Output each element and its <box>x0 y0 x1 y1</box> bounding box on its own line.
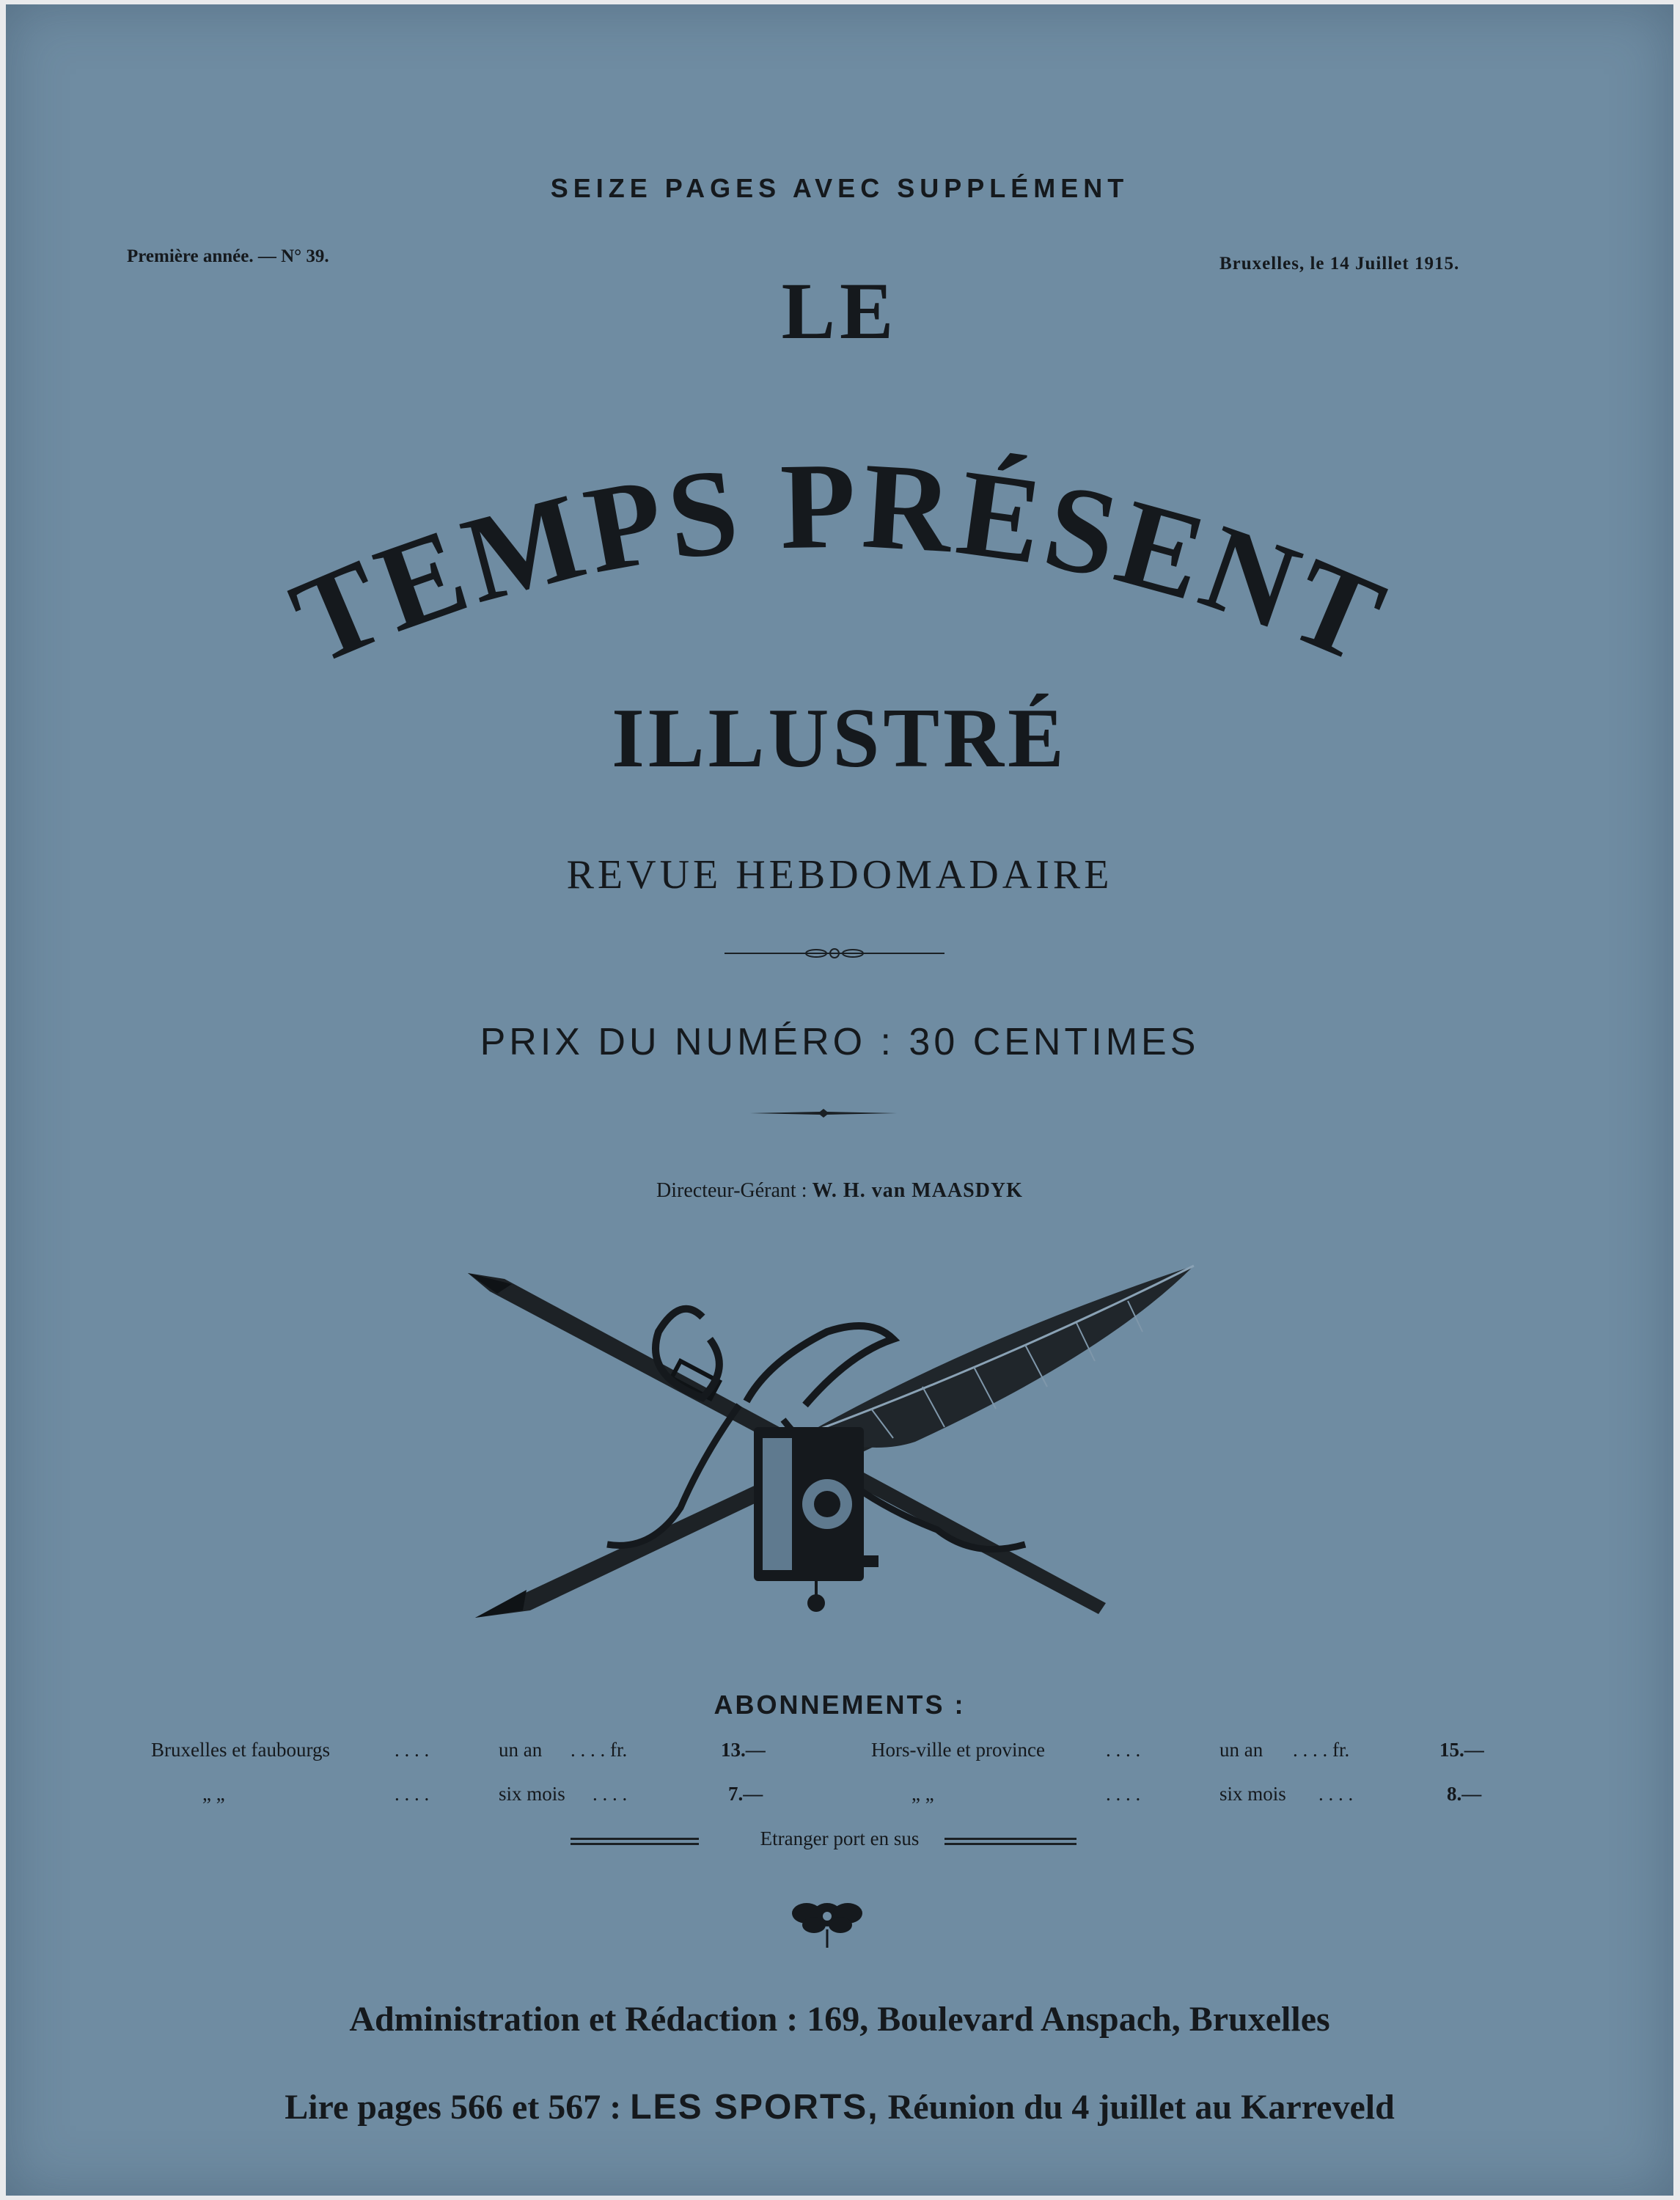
dot-leader: . . . . <box>395 1739 430 1761</box>
subscription-amount: 13.— <box>721 1739 766 1761</box>
subscription-row <box>151 1739 330 1761</box>
subtitle: REVUE HEBDOMADAIRE <box>566 852 1113 898</box>
dot-leader: . . . . <box>1106 1739 1141 1761</box>
subscription-place: Bruxelles et faubourgs <box>151 1739 330 1761</box>
subscription-amount: 8.— <box>1447 1783 1482 1805</box>
subscription-period: un an <box>499 1739 543 1761</box>
director-name: W. H. van MAASDYK <box>812 1179 1023 1202</box>
supplement-notice: SEIZE PAGES AVEC SUPPLÉMENT <box>550 173 1129 203</box>
read-more-line <box>6 2087 1673 2127</box>
dot-leader: . . . . fr. <box>571 1739 628 1761</box>
subscription-place: „ „ <box>202 1783 225 1805</box>
crossed-pens-camera-emblem-icon <box>461 1251 1208 1647</box>
administration-address: Administration et Rédaction : 169, Boulevard Anspach, Bruxelles <box>349 2000 1330 2039</box>
director-line <box>6 1179 1673 1203</box>
title-illustre: ILLUSTRÉ <box>612 692 1068 785</box>
dot-leader: . . . . <box>395 1783 430 1805</box>
rule-divider-icon <box>750 1107 897 1119</box>
subscriptions-heading: ABONNEMENTS : <box>714 1690 966 1720</box>
sports-event: Réunion du 4 juillet au Karreveld <box>887 2088 1395 2127</box>
title-arc <box>6 386 1673 694</box>
subscription-place: Hors-ville et province <box>871 1739 1045 1761</box>
ornament-divider-icon <box>725 945 944 962</box>
subscription-dots <box>395 1739 429 1761</box>
svg-text:TEMPS PRÉSENT <box>274 437 1405 691</box>
flower-ornament-icon <box>783 1893 871 1951</box>
director-label: Directeur-Gérant : <box>656 1179 807 1202</box>
subscription-place: „ „ <box>911 1783 934 1805</box>
issue-number: Première année. — N° 39. <box>127 246 329 266</box>
title-temps-present: TEMPS PRÉSENT <box>274 437 1406 692</box>
price: PRIX DU NUMÉRO : 30 CENTIMES <box>480 1021 1200 1063</box>
dot-leader: . . . . <box>593 1783 628 1805</box>
read-pages: Lire pages 566 et 567 : <box>285 2088 622 2127</box>
subscription-amount: 7.— <box>728 1783 763 1805</box>
dot-leader: . . . . <box>1106 1783 1141 1805</box>
foreign-postage-note: Etranger port en sus <box>760 1827 920 1849</box>
subscription-period: six mois <box>499 1783 565 1805</box>
dot-leader: . . . . fr. <box>1293 1739 1350 1761</box>
double-rule-right <box>944 1838 1076 1845</box>
dot-leader: . . . . <box>1318 1783 1354 1805</box>
subscription-amount: 15.— <box>1439 1739 1484 1761</box>
subscription-period: six mois <box>1219 1783 1286 1805</box>
publication-date: Bruxelles, le 14 Juillet 1915. <box>1219 254 1460 274</box>
sports-heading: LES SPORTS, <box>630 2088 879 2127</box>
title-le: LE <box>781 266 898 356</box>
magazine-cover <box>6 4 1673 2196</box>
subscription-period: un an <box>1219 1739 1263 1761</box>
